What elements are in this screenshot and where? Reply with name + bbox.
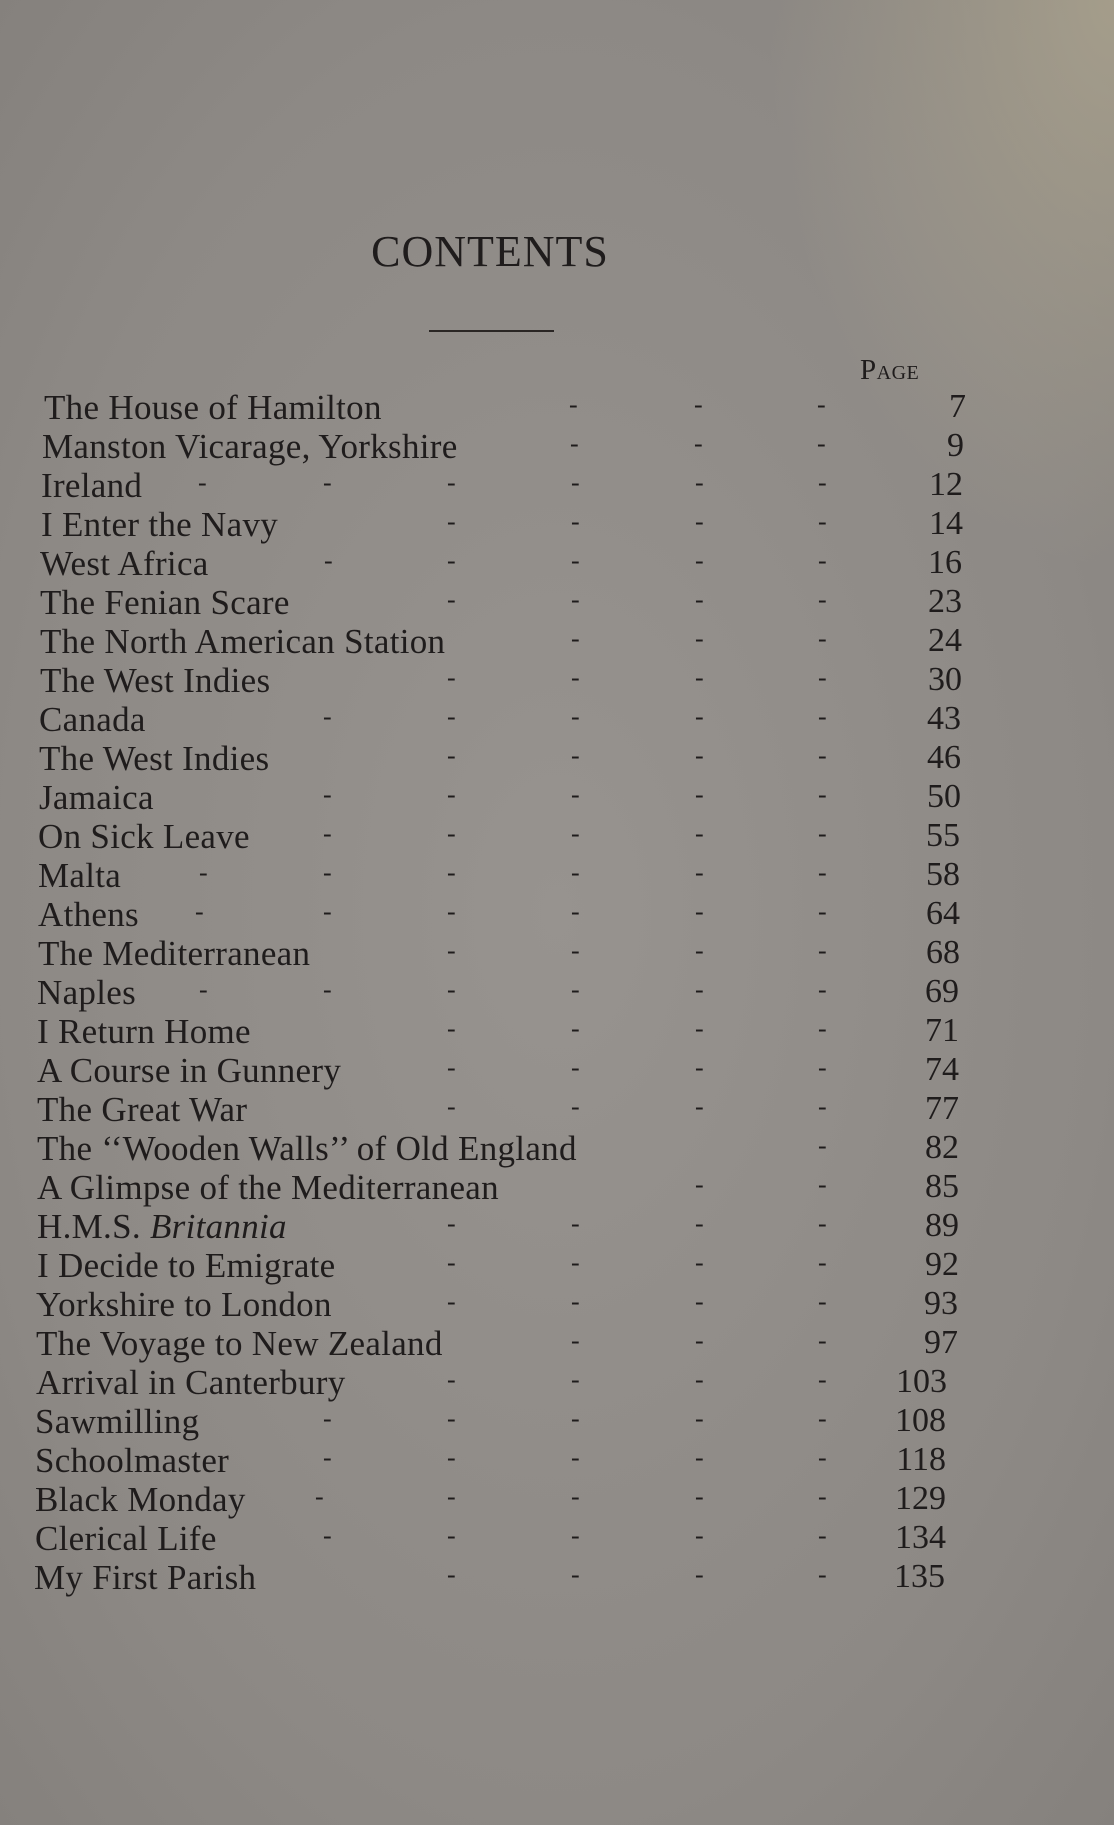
leader-dash: - bbox=[818, 780, 827, 809]
leader-dash: - bbox=[571, 1326, 580, 1355]
leader-dash: - bbox=[447, 1404, 456, 1433]
entry-title: Clerical Life bbox=[35, 1519, 217, 1558]
leader-dash: - bbox=[571, 468, 580, 497]
leader-dash: - bbox=[323, 858, 332, 887]
entry-title: Jamaica bbox=[39, 778, 154, 817]
leader-dash: - bbox=[571, 936, 580, 965]
leader-dash: - bbox=[315, 1482, 324, 1511]
entry-page-number: 58 bbox=[926, 856, 960, 893]
leader-dash: - bbox=[447, 546, 456, 575]
leader-dash: - bbox=[447, 1443, 456, 1472]
toc-entry bbox=[36, 1285, 1036, 1325]
leader-dash: - bbox=[571, 663, 580, 692]
leader-dash: - bbox=[571, 585, 580, 614]
entry-title: The Voyage to New Zealand bbox=[36, 1324, 443, 1363]
entry-title: Arrival in Canterbury bbox=[36, 1363, 346, 1402]
entry-title: Yorkshire to London bbox=[36, 1285, 332, 1324]
leader-dash: - bbox=[695, 1365, 704, 1394]
leader-dash: - bbox=[818, 1170, 827, 1199]
leader-dash: - bbox=[447, 468, 456, 497]
leader-dash: - bbox=[323, 1404, 332, 1433]
leader-dash: - bbox=[447, 1092, 456, 1121]
leader-dash: - bbox=[571, 897, 580, 926]
entry-page-number: 68 bbox=[926, 934, 960, 971]
leader-dash: - bbox=[818, 663, 827, 692]
leader-dash: - bbox=[695, 546, 704, 575]
toc-entry bbox=[37, 1051, 1037, 1091]
leader-dash: - bbox=[571, 819, 580, 848]
leader-dash: - bbox=[447, 1248, 456, 1277]
toc-entry bbox=[38, 934, 1038, 974]
leader-dash: - bbox=[571, 1443, 580, 1472]
entry-page-number: 129 bbox=[895, 1480, 946, 1517]
entry-title: Black Monday bbox=[35, 1480, 246, 1519]
entry-page-number: 85 bbox=[925, 1168, 959, 1205]
leader-dash: - bbox=[818, 1365, 827, 1394]
entry-page-number: 69 bbox=[925, 973, 959, 1010]
entry-title: Schoolmaster bbox=[35, 1441, 230, 1480]
entry-page-number: 9 bbox=[947, 427, 964, 464]
toc-entry bbox=[39, 778, 1039, 818]
leader-dash: - bbox=[695, 663, 704, 692]
leader-dash: - bbox=[695, 975, 704, 1004]
toc-entry bbox=[37, 1168, 1037, 1208]
leader-dash: - bbox=[818, 1521, 827, 1550]
entry-page-number: 92 bbox=[925, 1246, 959, 1283]
leader-dash: - bbox=[571, 1014, 580, 1043]
toc-entry bbox=[36, 1363, 1036, 1403]
entry-page-number: 46 bbox=[927, 739, 961, 776]
leader-dash: - bbox=[199, 858, 208, 887]
leader-dash: - bbox=[818, 1053, 827, 1082]
entry-page-number: 43 bbox=[927, 700, 961, 737]
leader-dash: - bbox=[571, 858, 580, 887]
leader-dash: - bbox=[571, 1482, 580, 1511]
leader-dash: - bbox=[818, 819, 827, 848]
entry-title: The Fenian Scare bbox=[40, 583, 290, 622]
leader-dash: - bbox=[818, 936, 827, 965]
leader-dash: - bbox=[695, 741, 704, 770]
leader-dash: - bbox=[323, 1443, 332, 1472]
page-column-heading: Page bbox=[860, 354, 920, 386]
leader-dash: - bbox=[447, 741, 456, 770]
entry-title: The West Indies bbox=[39, 739, 270, 778]
leader-dash: - bbox=[817, 429, 826, 458]
leader-dash: - bbox=[818, 1482, 827, 1511]
leader-dash: - bbox=[447, 507, 456, 536]
title-rule bbox=[429, 330, 554, 332]
entry-page-number: 97 bbox=[924, 1324, 958, 1361]
leader-dash: - bbox=[571, 1365, 580, 1394]
leader-dash: - bbox=[571, 1521, 580, 1550]
entry-title: The Mediterranean bbox=[38, 934, 311, 973]
leader-dash: - bbox=[571, 1209, 580, 1238]
leader-dash: - bbox=[695, 819, 704, 848]
leader-dash: - bbox=[695, 858, 704, 887]
toc-entry bbox=[41, 505, 1041, 545]
entry-title: I Decide to Emigrate bbox=[37, 1246, 336, 1285]
entry-title: A Course in Gunnery bbox=[37, 1051, 342, 1090]
leader-dash: - bbox=[695, 936, 704, 965]
leader-dash: - bbox=[695, 897, 704, 926]
toc-entry bbox=[35, 1519, 1035, 1559]
leader-dash: - bbox=[323, 702, 332, 731]
toc-entry bbox=[37, 1207, 1037, 1247]
entry-page-number: 16 bbox=[928, 544, 962, 581]
leader-dash: - bbox=[447, 1287, 456, 1316]
leader-dash: - bbox=[447, 1560, 456, 1589]
leader-dash: - bbox=[198, 468, 207, 497]
leader-dash: - bbox=[818, 1131, 827, 1160]
leader-dash: - bbox=[695, 1404, 704, 1433]
entry-title: Athens bbox=[38, 895, 139, 934]
leader-dash: - bbox=[818, 1209, 827, 1238]
entry-title: I Return Home bbox=[37, 1012, 251, 1051]
leader-dash: - bbox=[571, 1287, 580, 1316]
entry-page-number: 71 bbox=[925, 1012, 959, 1049]
leader-dash: - bbox=[571, 780, 580, 809]
page-title: CONTENTS bbox=[371, 227, 609, 276]
entry-page-number: 89 bbox=[925, 1207, 959, 1244]
leader-dash: - bbox=[571, 1092, 580, 1121]
entry-page-number: 134 bbox=[895, 1519, 946, 1556]
leader-dash: - bbox=[324, 546, 333, 575]
leader-dash: - bbox=[199, 975, 208, 1004]
entry-title bbox=[37, 1207, 287, 1247]
leader-dash: - bbox=[569, 390, 578, 419]
entry-page-number: 7 bbox=[949, 388, 966, 425]
entry-title: Ireland bbox=[41, 466, 143, 505]
leader-dash: - bbox=[571, 546, 580, 575]
entry-page-number: 14 bbox=[929, 505, 963, 542]
entry-page-number: 77 bbox=[925, 1090, 959, 1127]
entry-title: West Africa bbox=[40, 544, 209, 583]
leader-dash: - bbox=[818, 1404, 827, 1433]
leader-dash: - bbox=[694, 390, 703, 419]
entry-page-number: 108 bbox=[895, 1402, 946, 1439]
entry-page-number: 30 bbox=[928, 661, 962, 698]
leader-dash: - bbox=[447, 1521, 456, 1550]
entry-page-number: 23 bbox=[928, 583, 962, 620]
leader-dash: - bbox=[195, 897, 204, 926]
entry-title: The Great War bbox=[37, 1090, 248, 1129]
leader-dash: - bbox=[570, 429, 579, 458]
leader-dash: - bbox=[818, 624, 827, 653]
entry-title: The North American Station bbox=[40, 622, 446, 661]
leader-dash: - bbox=[447, 975, 456, 1004]
leader-dash: - bbox=[818, 1287, 827, 1316]
toc-entry bbox=[40, 622, 1040, 662]
entry-title: I Enter the Navy bbox=[41, 505, 279, 544]
toc-entry bbox=[39, 700, 1039, 740]
leader-dash: - bbox=[695, 1092, 704, 1121]
leader-dash: - bbox=[571, 702, 580, 731]
entry-page-number: 24 bbox=[928, 622, 962, 659]
entry-title: Naples bbox=[37, 973, 136, 1012]
leader-dash: - bbox=[323, 468, 332, 497]
leader-dash: - bbox=[447, 1014, 456, 1043]
entry-title: Canada bbox=[39, 700, 146, 739]
entry-title-prefix: H.M.S. bbox=[37, 1207, 150, 1246]
entry-page-number: 55 bbox=[926, 817, 960, 854]
leader-dash: - bbox=[695, 1560, 704, 1589]
leader-dash: - bbox=[695, 780, 704, 809]
toc-entry bbox=[37, 1012, 1037, 1052]
leader-dash: - bbox=[323, 780, 332, 809]
toc-entry bbox=[37, 973, 1037, 1013]
toc-entry bbox=[42, 427, 1042, 467]
leader-dash: - bbox=[323, 975, 332, 1004]
entry-title: The House of Hamilton bbox=[44, 388, 382, 427]
leader-dash: - bbox=[447, 936, 456, 965]
leader-dash: - bbox=[447, 819, 456, 848]
toc-entry bbox=[38, 856, 1038, 896]
leader-dash: - bbox=[818, 507, 827, 536]
leader-dash: - bbox=[818, 897, 827, 926]
entry-title: Manston Vicarage, Yorkshire bbox=[42, 427, 458, 466]
leader-dash: - bbox=[695, 1053, 704, 1082]
entry-page-number: 118 bbox=[896, 1441, 946, 1478]
leader-dash: - bbox=[447, 1365, 456, 1394]
entry-title: Malta bbox=[38, 856, 122, 895]
leader-dash: - bbox=[447, 1482, 456, 1511]
leader-dash: - bbox=[818, 1443, 827, 1472]
leader-dash: - bbox=[695, 1482, 704, 1511]
leader-dash: - bbox=[818, 546, 827, 575]
entry-page-number: 135 bbox=[894, 1558, 945, 1595]
entry-page-number: 64 bbox=[926, 895, 960, 932]
toc-entry bbox=[41, 466, 1041, 506]
leader-dash: - bbox=[447, 780, 456, 809]
leader-dash: - bbox=[818, 468, 827, 497]
leader-dash: - bbox=[447, 585, 456, 614]
leader-dash: - bbox=[695, 468, 704, 497]
entry-title: Sawmilling bbox=[35, 1402, 200, 1441]
entry-page-number: 82 bbox=[925, 1129, 959, 1166]
entry-page-number: 74 bbox=[925, 1051, 959, 1088]
leader-dash: - bbox=[571, 1560, 580, 1589]
leader-dash: - bbox=[695, 624, 704, 653]
leader-dash: - bbox=[571, 975, 580, 1004]
leader-dash: - bbox=[447, 897, 456, 926]
leader-dash: - bbox=[571, 1404, 580, 1433]
leader-dash: - bbox=[695, 1443, 704, 1472]
leader-dash: - bbox=[695, 1014, 704, 1043]
entry-page-number: 12 bbox=[929, 466, 963, 503]
leader-dash: - bbox=[571, 507, 580, 536]
leader-dash: - bbox=[695, 585, 704, 614]
leader-dash: - bbox=[695, 1170, 704, 1199]
leader-dash: - bbox=[695, 702, 704, 731]
leader-dash: - bbox=[695, 1248, 704, 1277]
leader-dash: - bbox=[818, 1248, 827, 1277]
toc-entry bbox=[35, 1402, 1035, 1442]
toc-entry bbox=[38, 895, 1038, 935]
leader-dash: - bbox=[818, 1092, 827, 1121]
entry-page-number: 50 bbox=[927, 778, 961, 815]
entry-title: The West Indies bbox=[40, 661, 271, 700]
leader-dash: - bbox=[818, 1326, 827, 1355]
leader-dash: - bbox=[447, 663, 456, 692]
toc-entry bbox=[35, 1441, 1035, 1481]
toc-entry bbox=[34, 1558, 1034, 1598]
toc-entry bbox=[37, 1129, 1037, 1169]
leader-dash: - bbox=[818, 975, 827, 1004]
toc-entry bbox=[40, 544, 1040, 584]
entry-page-number: 103 bbox=[896, 1363, 947, 1400]
entry-title: On Sick Leave bbox=[38, 817, 250, 856]
leader-dash: - bbox=[818, 702, 827, 731]
leader-dash: - bbox=[818, 585, 827, 614]
leader-dash: - bbox=[818, 1014, 827, 1043]
leader-dash: - bbox=[447, 1053, 456, 1082]
toc-entry bbox=[39, 739, 1039, 779]
toc-entry bbox=[38, 817, 1038, 857]
leader-dash: - bbox=[695, 1287, 704, 1316]
leader-dash: - bbox=[323, 1521, 332, 1550]
entry-page-number: 93 bbox=[924, 1285, 958, 1322]
leader-dash: - bbox=[571, 741, 580, 770]
toc-entry bbox=[37, 1246, 1037, 1286]
toc-entry bbox=[40, 661, 1040, 701]
leader-dash: - bbox=[818, 741, 827, 770]
toc-entry bbox=[36, 1324, 1036, 1364]
entry-title: The ‘‘Wooden Walls’’ of Old England bbox=[37, 1129, 577, 1168]
leader-dash: - bbox=[571, 1248, 580, 1277]
leader-dash: - bbox=[695, 1521, 704, 1550]
leader-dash: - bbox=[447, 702, 456, 731]
entry-title: My First Parish bbox=[34, 1558, 257, 1597]
leader-dash: - bbox=[695, 1326, 704, 1355]
leader-dash: - bbox=[817, 390, 826, 419]
toc-entry bbox=[44, 388, 1044, 428]
entry-title-italic: Britannia bbox=[149, 1207, 287, 1246]
leader-dash: - bbox=[571, 1053, 580, 1082]
entry-title: A Glimpse of the Mediterranean bbox=[37, 1168, 499, 1207]
leader-dash: - bbox=[447, 1209, 456, 1238]
leader-dash: - bbox=[323, 897, 332, 926]
toc-entry bbox=[40, 583, 1040, 623]
leader-dash: - bbox=[694, 429, 703, 458]
leader-dash: - bbox=[571, 624, 580, 653]
leader-dash: - bbox=[447, 858, 456, 887]
leader-dash: - bbox=[323, 819, 332, 848]
leader-dash: - bbox=[695, 1209, 704, 1238]
leader-dash: - bbox=[818, 1560, 827, 1589]
leader-dash: - bbox=[818, 858, 827, 887]
leader-dash: - bbox=[695, 507, 704, 536]
toc-entry bbox=[37, 1090, 1037, 1130]
toc-entry bbox=[35, 1480, 1035, 1520]
